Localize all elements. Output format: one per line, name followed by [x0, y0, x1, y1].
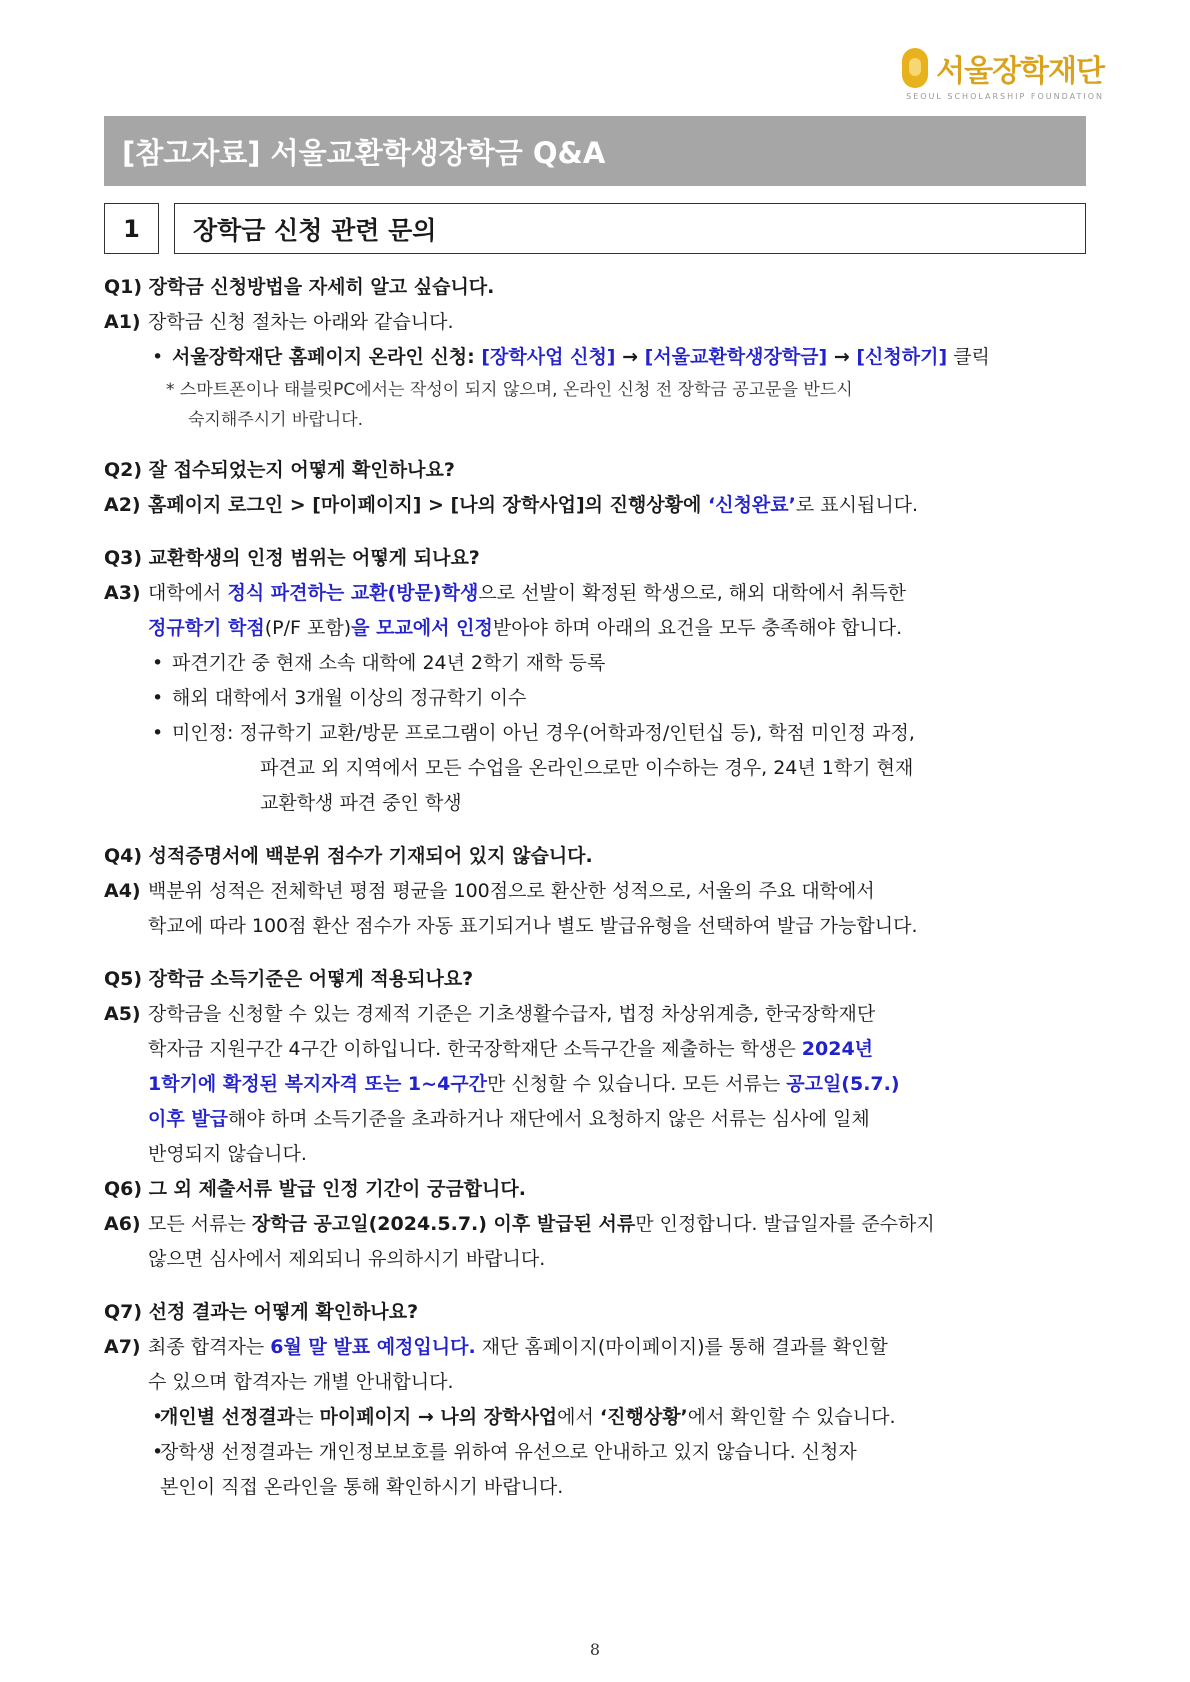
answer-6: A6) 모든 서류는 장학금 공고일(2024.5.7.) 이후 발급된 서류만 인정합니다. 발급일자를 준수하지	[104, 1213, 935, 1235]
question-7: Q7) 선정 결과는 어떻게 확인하나요?	[104, 1301, 419, 1323]
qa-content	[104, 270, 1090, 1505]
answer-3-bullet-3-cont2: 교환학생 파견 중인 학생	[260, 792, 462, 814]
question-3: Q3) 교환학생의 인정 범위는 어떻게 되나요?	[104, 547, 480, 569]
answer-7-cont: 수 있으며 합격자는 개별 안내합니다.	[148, 1371, 454, 1393]
answer-3-bullet-3: • 미인정: 정규학기 교환/방문 프로그램이 아닌 경우(어학과정/인턴십 등), 학점 미인정 과정,	[104, 716, 1090, 751]
answer-1-note: * 스마트폰이나 태블릿PC에서는 작성이 되지 않으며, 온라인 신청 전 장학금 공고문을 반드시	[166, 380, 853, 400]
logo-subtitle: SEOUL SCHOLARSHIP FOUNDATION	[906, 92, 1104, 101]
question-4: Q4) 성적증명서에 백분위 점수가 기재되어 있지 않습니다.	[104, 845, 593, 867]
answer-1: A1) 장학금 신청 절차는 아래와 같습니다.	[104, 311, 454, 333]
section-title: 장학금 신청 관련 문의	[174, 203, 1086, 254]
answer-7-bullet-2: • 장학생 선정결과는 개인정보보호를 위하여 유선으로 안내하고 있지 않습니다. 신청자	[104, 1435, 1090, 1470]
answer-7-bullet-2-cont: 본인이 직접 온라인을 통해 확인하시기 바랍니다.	[160, 1476, 564, 1498]
answer-3: A3) 대학에서 정식 파견하는 교환(방문)학생으로 선발이 확정된 학생으로, 해외 대학에서 취득한	[104, 582, 907, 604]
answer-2: A2) 홈페이지 로그인 > [마이페이지] > [나의 장학사업]의 진행상황에 ‘신청완료’로 표시됩니다.	[104, 494, 919, 516]
answer-1-note-cont: 숙지해주시기 바랍니다.	[188, 410, 364, 430]
logo-text: 서울장학재단	[936, 54, 1104, 89]
answer-3-cont: 정규학기 학점(P/F 포함)을 모교에서 인정받아야 하며 아래의 요건을 모두 충족해야 합니다.	[148, 617, 903, 639]
answer-3-bullet-2: • 해외 대학에서 3개월 이상의 정규학기 이수	[104, 681, 1090, 716]
answer-3-bullet-1: • 파견기간 중 현재 소속 대학에 24년 2학기 재학 등록	[104, 646, 1090, 681]
question-5: Q5) 장학금 소득기준은 어떻게 적용되나요?	[104, 968, 474, 990]
document-title: [참고자료] 서울교환학생장학금 Q&A	[104, 116, 1086, 186]
answer-5-cont-4: 반영되지 않습니다.	[148, 1143, 307, 1165]
answer-6-cont: 않으면 심사에서 제외되니 유의하시기 바랍니다.	[148, 1248, 546, 1270]
answer-4: A4) 백분위 성적은 전체학년 평점 평균을 100점으로 환산한 성적으로, 서울의 주요 대학에서	[104, 880, 875, 902]
question-1: Q1) 장학금 신청방법을 자세히 알고 싶습니다.	[104, 276, 495, 298]
answer-5-cont-3: 이후 발급해야 하며 소득기준을 초과하거나 재단에서 요청하지 않은 서류는 심사에 일체	[148, 1108, 870, 1130]
answer-5: A5) 장학금을 신청할 수 있는 경제적 기준은 기초생활수급자, 법정 차상위계층, 한국장학재단	[104, 1003, 876, 1025]
answer-5-cont-2: 1학기에 확정된 복지자격 또는 1~4구간만 신청할 수 있습니다. 모든 서류는 공고일(5.7.)	[148, 1073, 900, 1095]
logo-emblem-icon	[902, 48, 928, 88]
page-number: 8	[589, 1640, 601, 1659]
section-number: 1	[104, 203, 159, 254]
answer-3-bullet-3-cont: 파견교 외 지역에서 모든 수업을 온라인으로만 이수하는 경우, 24년 1학기 현재	[260, 757, 914, 779]
answer-7: A7) 최종 합격자는 6월 말 발표 예정입니다. 재단 홈페이지(마이페이지)를 통해 결과를 확인할	[104, 1336, 888, 1358]
answer-5-cont-1: 학자금 지원구간 4구간 이하입니다. 한국장학재단 소득구간을 제출하는 학생은 2024년	[148, 1038, 874, 1060]
question-2: Q2) 잘 접수되었는지 어떻게 확인하나요?	[104, 459, 455, 481]
answer-7-bullet-1: • 개인별 선정결과는 마이페이지 → 나의 장학사업에서 ‘진행상황’에서 확인할 수 있습니다.	[104, 1400, 1090, 1435]
question-6: Q6) 그 외 제출서류 발급 인정 기간이 궁금합니다.	[104, 1178, 526, 1200]
answer-4-cont: 학교에 따라 100점 환산 점수가 자동 표기되거나 별도 발급유형을 선택하여 발급 가능합니다.	[148, 915, 918, 937]
answer-1-bullet: • 서울장학재단 홈페이지 온라인 신청: [장학사업 신청] → [서울교환학생장학금] → [신청하기] 클릭	[104, 340, 1090, 375]
foundation-logo	[902, 46, 1104, 101]
